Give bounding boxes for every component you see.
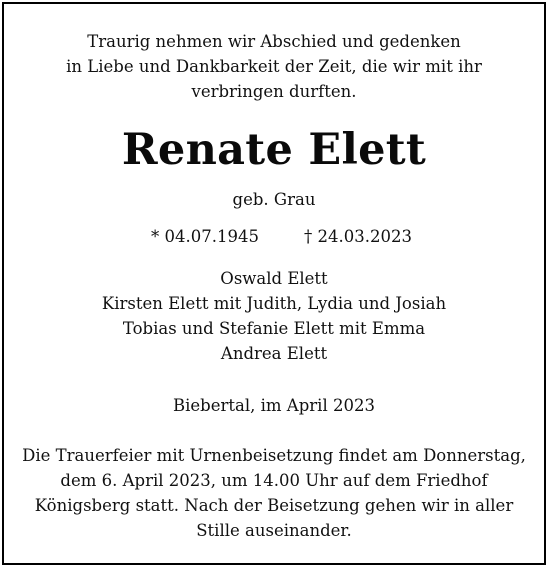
deceased-name: Renate Elett	[121, 125, 427, 175]
birth-date: * 04.07.1945	[151, 227, 259, 246]
mourner-1: Oswald Elett	[220, 269, 328, 288]
obituary-notice	[2, 2, 546, 565]
place-and-date: Biebertal, im April 2023	[173, 396, 375, 415]
mourner-3: Tobias und Stefanie Elett mit Emma	[122, 319, 426, 338]
mourner-4: Andrea Elett	[220, 344, 328, 363]
funeral-notice-line-2: dem 6. April 2023, um 14.00 Uhr auf dem Friedhof	[60, 471, 488, 490]
funeral-notice-line-4: Stille auseinander.	[196, 521, 352, 540]
death-date: † 24.03.2023	[304, 227, 412, 246]
intro-line-2: in Liebe und Dankbarkeit der Zeit, die wir mit ihr	[66, 57, 482, 76]
mourner-2: Kirsten Elett mit Judith, Lydia und Josiah	[101, 294, 447, 313]
maiden-name: geb. Grau	[232, 190, 316, 209]
funeral-notice-line-1: Die Trauerfeier mit Urnenbeisetzung findet am Donnerstag,	[22, 446, 526, 465]
intro-line-1: Traurig nehmen wir Abschied und gedenken	[87, 32, 461, 51]
life-dates	[4, 225, 544, 249]
funeral-notice-line-3: Königsberg statt. Nach der Beisetzung gehen wir in aller	[34, 496, 514, 515]
intro-line-3: verbringen durften.	[191, 82, 357, 101]
